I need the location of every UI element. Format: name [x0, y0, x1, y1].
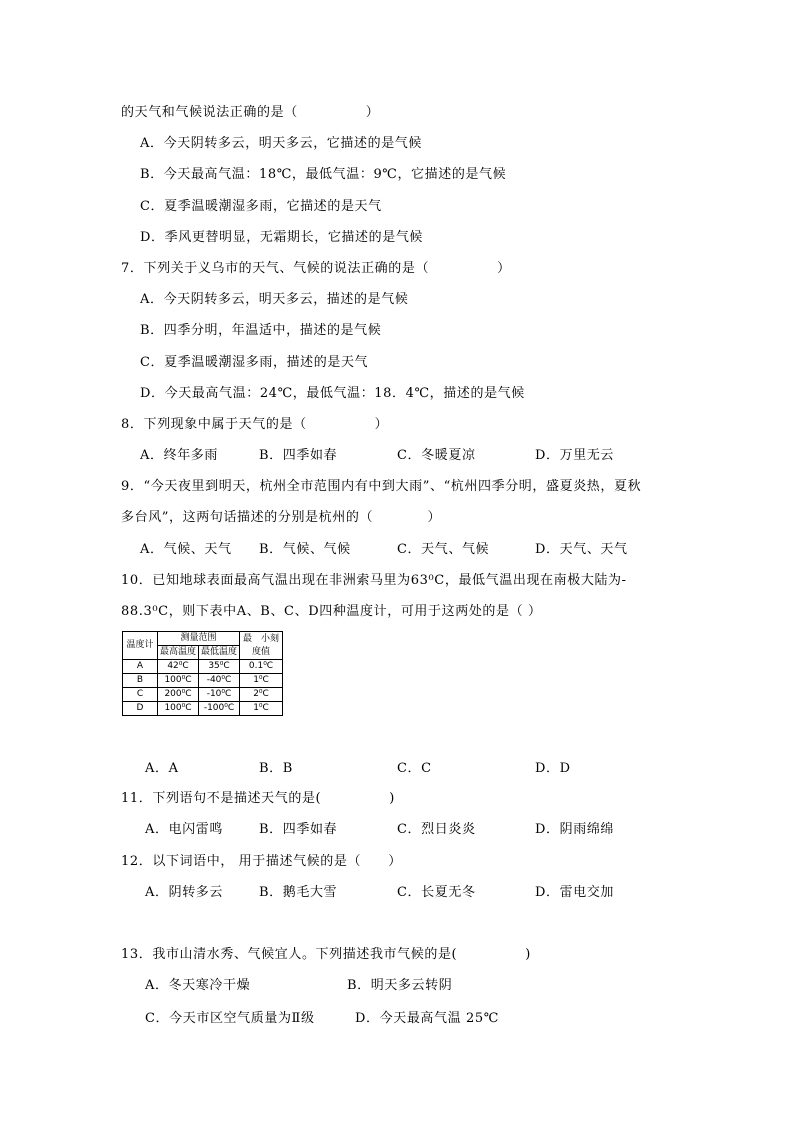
question-12-stem: 12．以下词语中， 用于描述气候的是（ ） [121, 854, 402, 869]
table-header-max: 最高温度 [158, 646, 199, 660]
question-13-option-b: B．明天多云转阴 [347, 978, 453, 993]
question-10-stem-line2: 88.3⁰C，则下表中A、B、C、D四种温度计，可用于这两处的是（ ） [121, 604, 542, 619]
question-8-option-c: C．冬暖夏凉 [397, 448, 476, 463]
table-cell: 100⁰C [158, 702, 199, 716]
question-7-option-d: D．今天最高气温：24℃，最低气温：18．4℃，描述的是气候 [140, 386, 525, 401]
table-cell: C [123, 688, 158, 702]
question-7-stem: 7．下列关于义乌市的天气、气候的说法正确的是（ ） [121, 261, 511, 276]
table-cell: -40⁰C [199, 674, 240, 688]
question-12-option-d: D．雷电交加 [535, 885, 615, 900]
table-cell: 1⁰C [240, 674, 283, 688]
question-10-option-c: C．C [397, 761, 432, 776]
table-cell: 1⁰C [240, 702, 283, 716]
question-10-option-b: B．B [259, 761, 293, 776]
table-header-thermometer: 温度计 [123, 632, 158, 660]
question-9-option-b: B．气候、气候 [259, 542, 351, 557]
question-9-stem-line2: 多台风”，这两句话描述的分别是杭州的（ ） [121, 510, 442, 525]
question-7-option-b: B．四季分明，年温适中，描述的是气候 [140, 323, 382, 338]
table-cell: 35⁰C [199, 660, 240, 674]
thermometer-table [122, 631, 283, 716]
question-11-stem: 11．下列语句不是描述天气的是( ) [121, 791, 395, 806]
table-header-range: 测量范围 [158, 632, 240, 646]
table-row [123, 688, 283, 702]
option-b: B．今天最高气温：18℃，最低气温：9℃，它描述的是气候 [140, 167, 507, 182]
option-c: C．夏季温暖潮湿多雨，它描述的是天气 [140, 199, 382, 214]
question-10-stem-line1: 10．已知地球表面最高气温出现在非洲索马里为63⁰C，最低气温出现在南极大陆为- [121, 573, 627, 588]
table-row [123, 674, 283, 688]
question-7-option-c: C．夏季温暖潮湿多雨，描述的是天气 [140, 355, 369, 370]
question-9-option-d: D．天气、天气 [535, 542, 628, 557]
question-12-option-c: C．长夏无冬 [397, 885, 476, 900]
option-d: D．季风更替明显，无霜期长，它描述的是气候 [140, 230, 424, 245]
table-cell: A [123, 660, 158, 674]
question-10-option-d: D．D [535, 761, 571, 776]
table-header-division: 最 小刻度值 [240, 632, 283, 660]
question-8-option-d: D．万里无云 [535, 448, 615, 463]
question-12-option-b: B．鹅毛大雪 [259, 885, 338, 900]
question-13-option-c: C．今天市区空气质量为Ⅱ级 [145, 1011, 315, 1026]
table-cell: -10⁰C [199, 688, 240, 702]
option-a: A．今天阴转多云，明天多云，它描述的是气候 [140, 136, 422, 151]
table-header-min: 最低温度 [199, 646, 240, 660]
question-11-option-d: D．阴雨绵绵 [535, 822, 615, 837]
question-13-option-d: D．今天最高气温 25℃ [355, 1011, 499, 1026]
table-cell: 42⁰C [158, 660, 199, 674]
table-cell: 100⁰C [158, 674, 199, 688]
table-row [123, 660, 283, 674]
question-9-option-c: C．天气、气候 [397, 542, 490, 557]
table-cell: 200⁰C [158, 688, 199, 702]
question-11-option-b: B．四季如春 [259, 822, 338, 837]
question-8-option-a: A．终年多雨 [140, 448, 218, 463]
table-cell: D [123, 702, 158, 716]
question-8-stem: 8．下列现象中属于天气的是（ ） [121, 417, 389, 432]
question-7-option-a: A．今天阴转多云，明天多云，描述的是气候 [140, 292, 409, 307]
question-12-option-a: A．阴转多云 [145, 885, 223, 900]
question-11-option-a: A．电闪雷鸣 [145, 822, 223, 837]
table-cell: B [123, 674, 158, 688]
question-13-stem: 13．我市山清水秀、气候宜人。下列描述我市气候的是( ) [121, 947, 531, 962]
question-11-option-c: C．烈日炎炎 [397, 822, 476, 837]
table-cell: 2⁰C [240, 688, 283, 702]
question-13-option-a: A．冬天寒冷干燥 [145, 978, 251, 993]
question-9-stem-line1: 9．“今天夜里到明天，杭州全市范围内有中到大雨”、“杭州四季分明，盛夏炎热，夏秋 [121, 479, 642, 494]
table-row [123, 702, 283, 716]
table-cell: -100⁰C [199, 702, 240, 716]
table-cell: 0.1⁰C [240, 660, 283, 674]
question-10-option-a: A．A [145, 761, 179, 776]
question-6-stem-continued: 的天气和气候说法正确的是（ ） [121, 105, 380, 120]
question-9-option-a: A．气候、天气 [140, 542, 232, 557]
question-8-option-b: B．四季如春 [259, 448, 338, 463]
